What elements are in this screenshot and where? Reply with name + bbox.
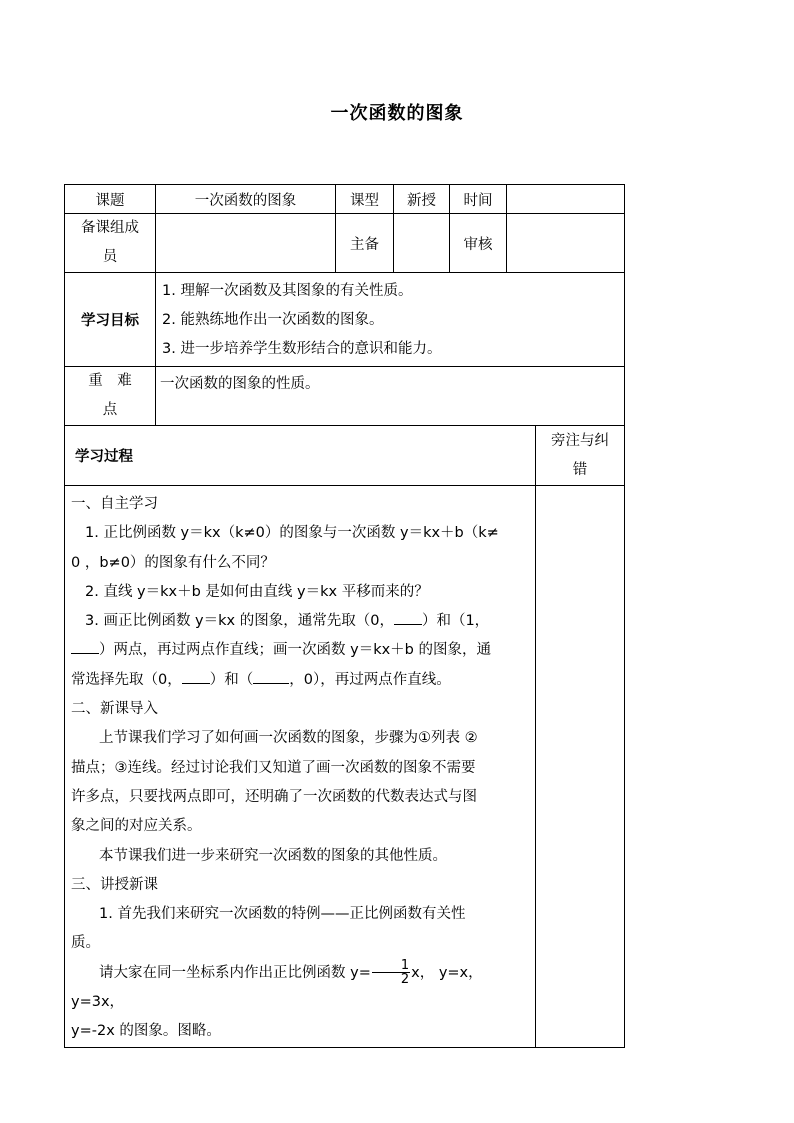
paragraph: 许多点，只要找两点即可，还明确了一次函数的代数表达式与图 (71, 788, 477, 805)
topic-value: 一次函数的图象 (156, 185, 336, 214)
lead-value (394, 214, 450, 273)
difficulty-label-line2: 点 (102, 402, 118, 418)
lead-label: 主备 (336, 214, 394, 273)
section-title: 三、讲授新课 (71, 876, 158, 893)
question-2: 2. 直线 y＝kx＋b 是如何由直线 y＝kx 平移而来的？ (85, 583, 429, 600)
topic-label: 课题 (65, 185, 156, 214)
paragraph: 描点；③连线。经过讨论我们又知道了画一次函数的图象不需要 (71, 759, 476, 776)
group-label-line2: 员 (102, 249, 118, 265)
time-label: 时间 (450, 185, 507, 214)
difficulty-value: 一次函数的图象的性质。 (156, 367, 625, 426)
objective-item: 3. 进一步培养学生数形结合的意识和能力。 (162, 341, 442, 357)
paragraph-with-fraction: 请大家在同一坐标系内作出正比例函数 y= $\frac{1}{2}$ x， y=x， y=3x， (71, 958, 483, 1011)
side-notes-label-line2: 错 (572, 461, 588, 478)
section-title: 二、新课导入 (71, 701, 158, 718)
review-value (507, 214, 625, 273)
question-1: 1. 正比例函数 y＝kx（k≠0）的图象与一次函数 y＝kx＋b（k≠ (85, 525, 499, 542)
type-value: 新授 (394, 185, 450, 214)
review-label: 审核 (450, 214, 507, 273)
paragraph: 本节课我们进一步来研究一次函数的图象的其他性质。 (99, 847, 447, 864)
paragraph: 上节课我们学习了如何画一次函数的图象，步骤为①列表 ② (99, 730, 478, 747)
fill-blank (394, 610, 422, 625)
difficulty-label-line1: 重 难 (88, 373, 132, 389)
paragraph: 1. 首先我们来研究一次函数的特例——正比例函数有关性 (99, 906, 466, 923)
group-label-line1: 备课组成 (81, 220, 139, 236)
paragraph: 质。 (71, 935, 100, 952)
process-label: 学习过程 (65, 426, 536, 486)
question-3: 3. 画正比例函数 y＝kx 的图象，通常先取（0， ）和（1， (71, 607, 529, 636)
type-label: 课型 (336, 185, 394, 214)
paragraph: 象之间的对应关系。 (71, 818, 202, 835)
fill-blank (253, 669, 289, 684)
objectives-label: 学习目标 (65, 273, 156, 367)
process-content (65, 486, 536, 1048)
document-title: 一次函数的图象 (330, 103, 464, 124)
time-value (507, 185, 625, 214)
question-3-cont: ）两点，再过两点作直线；画一次函数 y＝kx＋b 的图象，通 (71, 636, 529, 665)
lesson-plan-table (64, 184, 625, 1048)
fill-blank (182, 669, 210, 684)
side-notes-label (536, 426, 625, 486)
difficulty-label (65, 367, 156, 426)
paragraph: y=-2x 的图象。图略。 (71, 1023, 221, 1040)
fill-blank (71, 639, 99, 654)
objectives-list (156, 273, 625, 367)
question-1-cont: 0 ，b≠0）的图象有什么不同？ (71, 554, 275, 571)
fraction-one-half: $\frac{1}{2}$ (372, 959, 410, 986)
question-3-cont: 常选择先取（0， ）和（ ，0），再过两点作直线。 (71, 666, 529, 695)
objective-item: 1. 理解一次函数及其图象的有关性质。 (162, 283, 413, 299)
section-title: 一、自主学习 (71, 496, 158, 512)
side-notes-area (536, 486, 625, 1048)
objective-item: 2. 能熟练地作出一次函数的图象。 (162, 312, 384, 328)
side-notes-label-line1: 旁注与纠 (551, 432, 609, 449)
group-label (65, 214, 156, 273)
group-value (156, 214, 336, 273)
